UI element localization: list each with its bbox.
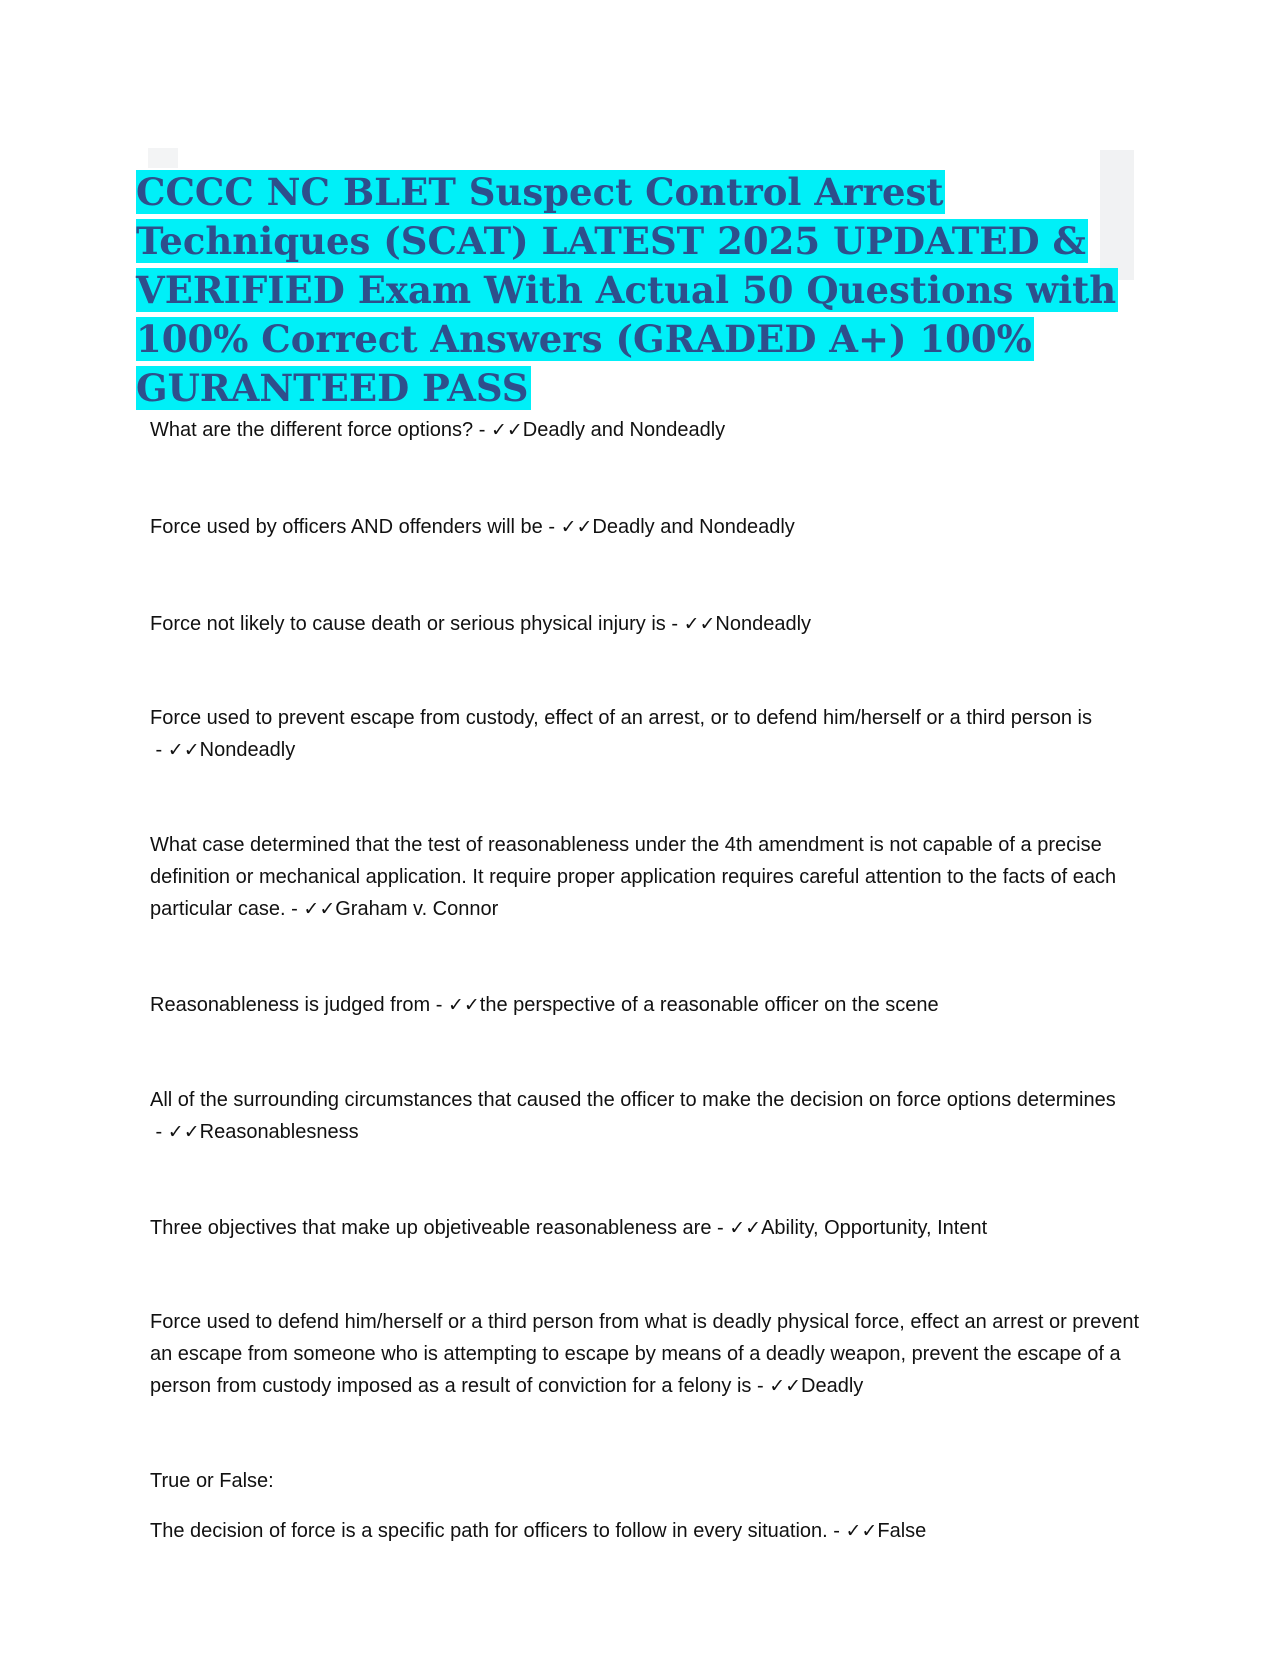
check-icon: ✓✓	[683, 613, 716, 635]
check-icon: ✓✓	[447, 994, 480, 1016]
answer-text: Nondeadly	[715, 613, 812, 635]
question-text: Force used to prevent escape from custody, effect of an arrest, or to defend him/herself or a third person is	[150, 707, 1092, 729]
qa-item-4	[150, 702, 1140, 766]
qa-item-2	[150, 511, 1140, 543]
separator: -	[542, 516, 561, 538]
answer-text: Graham v. Connor	[335, 898, 499, 920]
separator: -	[665, 613, 684, 635]
separator: -	[751, 1375, 770, 1397]
check-icon: ✓✓	[729, 1217, 762, 1239]
qa-item-6	[150, 989, 1140, 1021]
check-icon: ✓✓	[167, 1121, 200, 1143]
check-icon: ✓✓	[303, 898, 336, 920]
question-text: Three objectives that make up objetiveable reasonableness are	[150, 1217, 712, 1239]
qa-item-true-false	[150, 1515, 1140, 1547]
question-text: What case determined that the test of reasonableness under the 4th amendment is not capable of a precise definition or mechanical application. It require proper application requires careful attention to the facts of each particular case.	[150, 834, 1117, 920]
check-icon: ✓✓	[769, 1375, 802, 1397]
separator: -	[711, 1217, 730, 1239]
scan-artifact	[148, 148, 178, 168]
title-highlight: CCCC NC BLET Suspect Control Arrest Techniques (SCAT) LATEST 2025 UPDATED & VERIFIED Exam With Actual 50 Questions with 100% Correct Answers (GRADED A+) 100% GURANTEED PASS	[136, 170, 1117, 410]
check-icon: ✓✓	[845, 1520, 878, 1542]
answer-text: False	[877, 1520, 927, 1542]
question-text: Force used to defend him/herself or a third person from what is deadly physical force, effect an arrest or prevent an escape from someone who is attempting to escape by means of a deadly weapon, prevent the escape of a person from custody imposed as a result of conviction for a felony is	[150, 1311, 1140, 1397]
separator: -	[150, 739, 168, 761]
answer-text: the perspective of a reasonable officer on the scene	[479, 994, 939, 1016]
answer-text: Reasonablesness	[199, 1121, 359, 1143]
question-text: Force used by officers AND offenders will be	[150, 516, 543, 538]
answer-text: Deadly and Nondeadly	[522, 419, 726, 441]
qa-item-1	[150, 414, 1140, 446]
check-icon: ✓✓	[490, 419, 523, 441]
check-icon: ✓✓	[167, 739, 200, 761]
separator: -	[150, 1121, 168, 1143]
answer-text: Ability, Opportunity, Intent	[761, 1217, 988, 1239]
question-text: Force not likely to cause death or serious physical injury is	[150, 613, 666, 635]
question-text: Reasonableness is judged from	[150, 994, 431, 1016]
check-icon: ✓✓	[560, 516, 593, 538]
separator: -	[473, 419, 491, 441]
true-false-heading: True or False:	[150, 1470, 274, 1492]
answer-text: Deadly	[801, 1375, 864, 1397]
qa-item-8	[150, 1212, 1140, 1244]
question-text: The decision of force is a specific path for officers to follow in every situation.	[150, 1520, 828, 1542]
separator: -	[430, 994, 448, 1016]
qa-item-3	[150, 608, 1140, 640]
answer-text: Nondeadly	[199, 739, 296, 761]
qa-item-7	[150, 1084, 1140, 1148]
answer-text: Deadly and Nondeadly	[592, 516, 795, 538]
question-text: All of the surrounding circumstances that caused the officer to make the decision on force options determines	[150, 1089, 1116, 1111]
qa-item-9	[150, 1306, 1140, 1402]
question-text: What are the different force options?	[150, 419, 474, 441]
separator: -	[827, 1520, 846, 1542]
qa-item-5	[150, 829, 1140, 925]
separator: -	[285, 898, 304, 920]
document-title	[136, 168, 1156, 413]
